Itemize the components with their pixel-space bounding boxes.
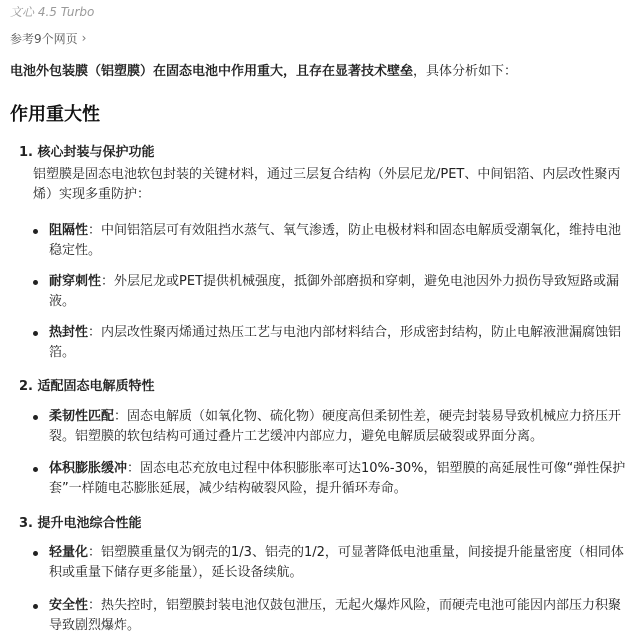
bullet-dot <box>33 467 38 472</box>
bullet-term: 安全性 <box>49 598 89 613</box>
bullet-term: 体积膨胀缓冲 <box>49 461 128 476</box>
list-item <box>33 543 629 583</box>
bullet-text: ：中间铝箔层可有效阻挡水蒸气、氧气渗透，防止电极材料和固态电解质受潮氧化，维持电池稳定性。 <box>49 223 622 258</box>
bullet-text: ：内层改性聚丙烯通过热压工艺与电池内部材料结合，形成密封结构，防止电解液泄漏腐蚀铝箔。 <box>49 325 622 360</box>
list-item <box>33 272 629 312</box>
section-2-title: 2. 适配固态电解质特性 <box>19 379 155 394</box>
bullet-term: 柔韧性匹配 <box>49 409 115 424</box>
chevron-right-icon: › <box>81 30 87 45</box>
list-item <box>33 459 629 499</box>
bullet-dot <box>33 280 38 285</box>
bullet-term: 阻隔性 <box>49 223 89 238</box>
bullet-text: ：外层尼龙或PET提供机械强度，抵御外部磨损和穿刺，避免电池因外力损伤导致短路或漏液。 <box>49 274 620 309</box>
bullet-term: 轻量化 <box>49 545 89 560</box>
bullet-dot <box>33 604 38 609</box>
model-name: 文心 4.5 Turbo <box>10 5 95 19</box>
section-3-title: 3. 提升电池综合性能 <box>19 516 142 531</box>
list-item <box>33 596 629 636</box>
intro-rest: ，具体分析如下： <box>413 64 518 79</box>
bullet-text: ：热失控时，铝塑膜封装电池仅鼓包泄压，无起火爆炸风险，而硬壳电池可能因内部压力积聚导致剧烈爆炸。 <box>49 598 622 633</box>
section-heading: 作用重大性 <box>10 104 100 125</box>
intro-bold: 电池外包装膜（铝塑膜）在固态电池中作用重大，且存在显著技术壁垒 <box>10 64 414 79</box>
section-1-title: 1. 核心封装与保护功能 <box>19 145 155 160</box>
bullet-dot <box>33 331 38 336</box>
bullet-dot <box>33 551 38 556</box>
list-item <box>33 323 629 363</box>
references-label: 参考9个网页 <box>10 32 78 46</box>
bullet-text: ：固态电解质（如氧化物、硫化物）硬度高但柔韧性差，硬壳封装易导致机械应力挤压开裂。铝塑膜的软包结构可通过叠片工艺缓冲内部应力，避免电解质层破裂或界面分离。 <box>49 409 622 444</box>
list-item <box>33 407 629 447</box>
bullet-term: 耐穿刺性 <box>49 274 102 289</box>
intro-paragraph <box>10 62 630 82</box>
bullet-dot <box>33 229 38 234</box>
references-toggle[interactable] <box>10 30 86 47</box>
bullet-text: ：铝塑膜重量仅为钢壳的1/3、铝壳的1/2，可显著降低电池重量，间接提升能量密度（相同体积或重量下储存更多能量），延长设备续航。 <box>49 545 624 580</box>
bullet-dot <box>33 415 38 420</box>
bullet-term: 热封性 <box>49 325 89 340</box>
section-1-paragraph: 铝塑膜是固态电池软包封装的关键材料，通过三层复合结构（外层尼龙/PET、中间铝箔、内层改性聚丙烯）实现多重防护： <box>33 167 621 202</box>
list-item <box>33 221 629 261</box>
bullet-text: ：固态电芯充放电过程中体积膨胀率可达10%-30%，铝塑膜的高延展性可像“弹性保护套”一样随电芯膨胀延展，减少结构破裂风险，提升循环寿命。 <box>49 461 626 496</box>
